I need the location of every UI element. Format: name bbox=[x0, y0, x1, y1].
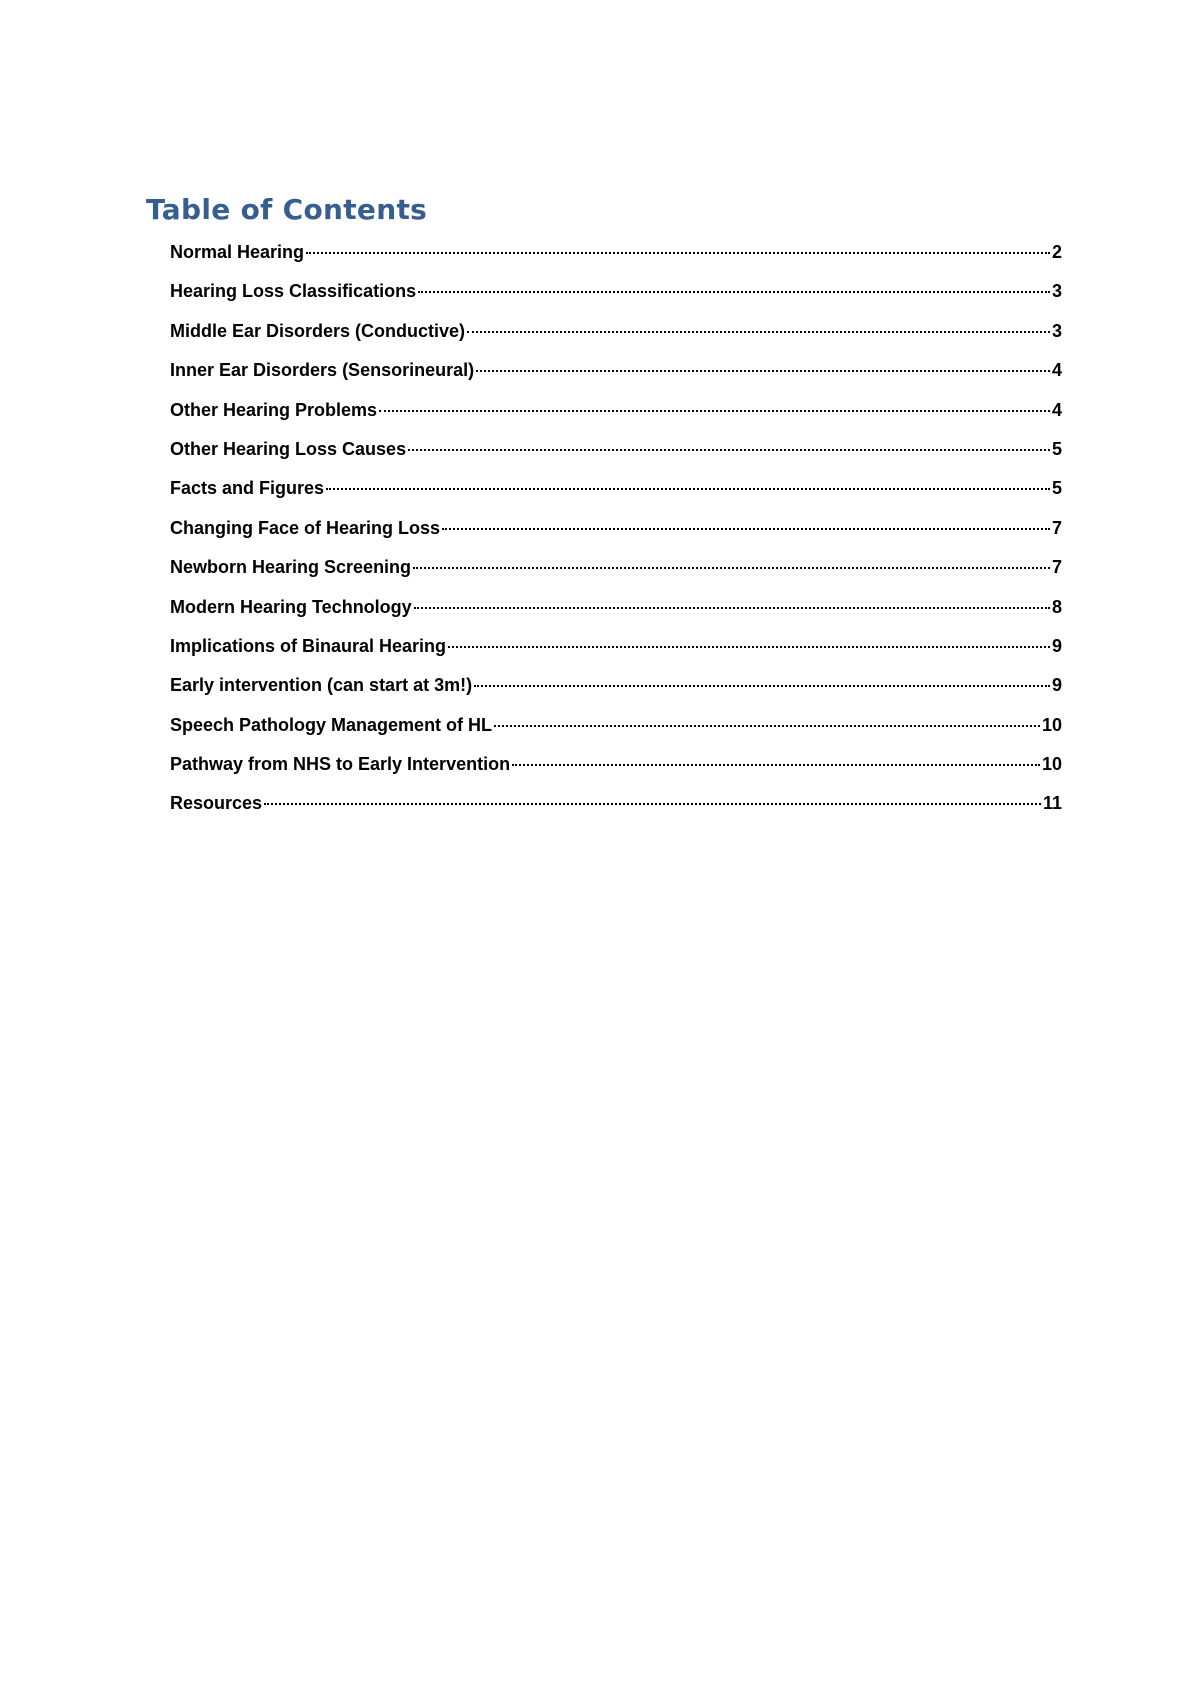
toc-dot-leader bbox=[512, 764, 1040, 766]
toc-entry-changing-face[interactable] bbox=[170, 518, 1062, 557]
toc-entry-speech-pathology[interactable] bbox=[170, 715, 1062, 754]
toc-dot-leader bbox=[442, 528, 1050, 530]
toc-entry-other-hearing-problems[interactable] bbox=[170, 400, 1062, 439]
toc-dot-leader bbox=[264, 803, 1041, 805]
toc-title: Table of Contents bbox=[146, 193, 428, 226]
toc-entry-label: Middle Ear Disorders (Conductive) bbox=[170, 320, 466, 341]
toc-dot-leader bbox=[414, 607, 1050, 609]
toc-entry-resources[interactable] bbox=[170, 793, 1062, 832]
toc-entry-page: 3 bbox=[1051, 281, 1062, 302]
toc-dot-leader bbox=[418, 291, 1050, 293]
toc-entry-page: 9 bbox=[1051, 675, 1062, 696]
toc-entry-page: 4 bbox=[1051, 360, 1062, 381]
toc-entry-normal-hearing[interactable] bbox=[170, 242, 1062, 281]
toc-dot-leader bbox=[494, 725, 1040, 727]
toc-entry-page: 10 bbox=[1041, 714, 1062, 735]
toc-entry-label: Resources bbox=[170, 793, 263, 814]
toc-dot-leader bbox=[379, 410, 1050, 412]
toc-entry-label: Pathway from NHS to Early Intervention bbox=[170, 754, 511, 775]
toc-dot-leader bbox=[448, 646, 1050, 648]
toc-entry-other-hearing-loss-causes[interactable] bbox=[170, 439, 1062, 478]
toc-entry-page: 3 bbox=[1051, 320, 1062, 341]
toc-entry-early-intervention[interactable] bbox=[170, 675, 1062, 714]
toc-entry-facts-and-figures[interactable] bbox=[170, 478, 1062, 517]
toc-entry-label: Changing Face of Hearing Loss bbox=[170, 517, 441, 538]
toc-entry-modern-technology[interactable] bbox=[170, 597, 1062, 636]
toc-entry-label: Inner Ear Disorders (Sensorineural) bbox=[170, 360, 475, 381]
toc-entry-page: 8 bbox=[1051, 596, 1062, 617]
toc-entry-page: 2 bbox=[1051, 242, 1062, 262]
toc-entry-hearing-loss-classifications[interactable] bbox=[170, 281, 1062, 320]
toc-entry-label: Newborn Hearing Screening bbox=[170, 557, 412, 578]
toc-entry-nhs-pathway[interactable] bbox=[170, 754, 1062, 793]
toc-entry-label: Normal Hearing bbox=[170, 242, 305, 262]
toc-entry-page: 11 bbox=[1042, 793, 1062, 814]
toc-entry-label: Hearing Loss Classifications bbox=[170, 281, 417, 302]
toc-entry-middle-ear-disorders[interactable] bbox=[170, 321, 1062, 360]
toc-entry-label: Facts and Figures bbox=[170, 478, 325, 499]
toc-entry-page: 4 bbox=[1051, 399, 1062, 420]
toc-dot-leader bbox=[474, 685, 1050, 687]
toc-entry-page: 7 bbox=[1051, 517, 1062, 538]
toc-dot-leader bbox=[306, 252, 1050, 254]
toc-entry-binaural-hearing[interactable] bbox=[170, 636, 1062, 675]
toc-entry-label: Speech Pathology Management of HL bbox=[170, 714, 493, 735]
toc-entry-page: 5 bbox=[1051, 478, 1062, 499]
toc-entry-label: Other Hearing Loss Causes bbox=[170, 438, 407, 459]
toc-dot-leader bbox=[326, 488, 1050, 490]
toc-dot-leader bbox=[413, 567, 1050, 569]
toc-entry-label: Early intervention (can start at 3m!) bbox=[170, 675, 473, 696]
toc-dot-leader bbox=[408, 449, 1050, 451]
toc-entry-page: 5 bbox=[1051, 438, 1062, 459]
toc-list bbox=[170, 242, 1062, 833]
toc-entry-inner-ear-disorders[interactable] bbox=[170, 360, 1062, 399]
toc-entry-page: 9 bbox=[1051, 635, 1062, 656]
toc-entry-label: Modern Hearing Technology bbox=[170, 596, 412, 617]
toc-dot-leader bbox=[476, 370, 1050, 372]
toc-entry-page: 7 bbox=[1051, 557, 1062, 578]
toc-entry-label: Implications of Binaural Hearing bbox=[170, 635, 447, 656]
toc-entry-newborn-screening[interactable] bbox=[170, 557, 1062, 596]
toc-dot-leader bbox=[467, 331, 1050, 333]
toc-entry-page: 10 bbox=[1041, 754, 1062, 775]
toc-entry-label: Other Hearing Problems bbox=[170, 399, 378, 420]
